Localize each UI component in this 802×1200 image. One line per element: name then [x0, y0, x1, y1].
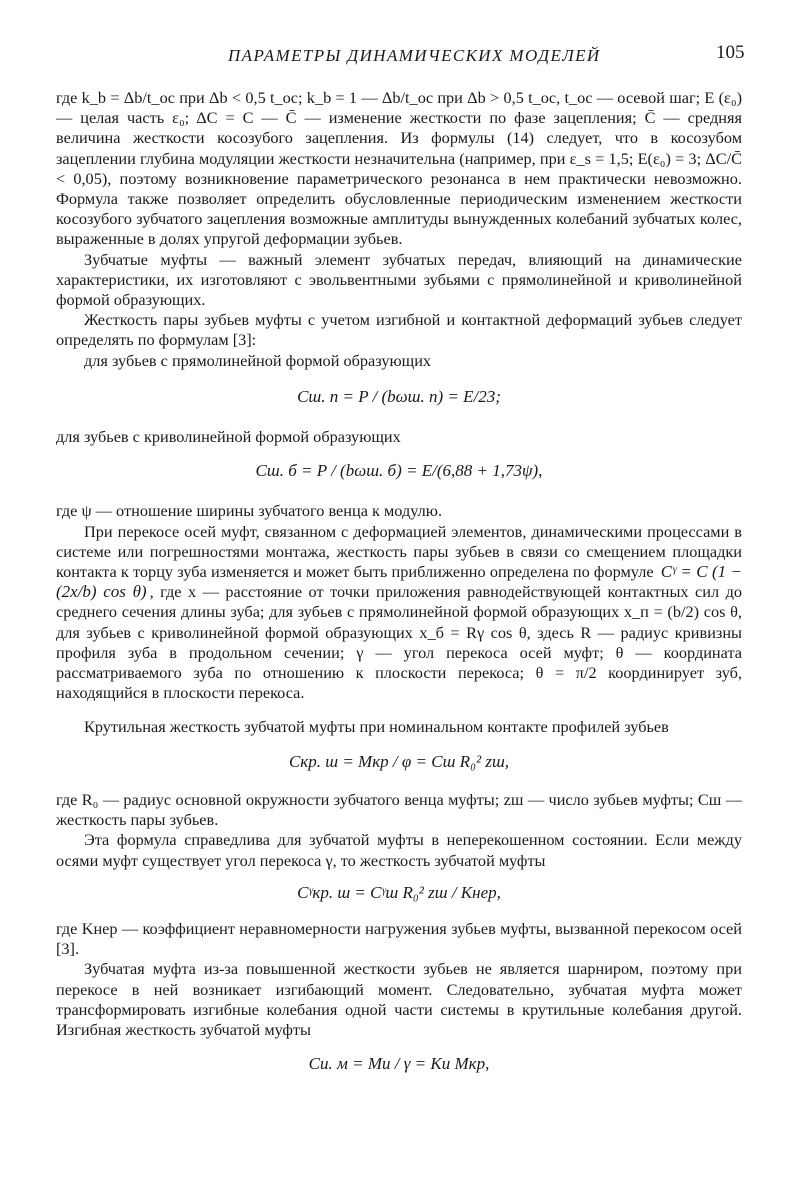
page-number: 105: [716, 42, 745, 63]
paragraph-9: где R₀ — радиус основной окружности зубчатого венца муфты; zш — число зубьев муфты; Cш — жесткость пары зубьев.: [56, 789, 742, 830]
paragraph-7-start: При перекосе осей муфт, связанном с деформацией элементов, динамическими процессами в системе или погрешностями монтажа, жесткость пары зубьев в связи со смещением площадки контакта к торцу зуба изменяется и может быть приближенно определена по формуле: [56, 521, 742, 582]
paragraph-11: где Kнер — коэффициент неравномерности нагружения зубьев муфты, вызванной перекосом осей [3].: [56, 918, 742, 959]
formula-torsional-stiffness: Cкр. ш = Mкр / φ = Cш R₀² zш,: [288, 751, 510, 771]
formula-bending-stiffness: Cи. м = Mи / γ = Kи Mкр,: [308, 1054, 490, 1074]
paragraph-4: для зубьев с прямолинейной формой образующих: [84, 350, 432, 370]
formula-skew-stiffness: Cᵞ = C (1 − (2x/b) cos θ): [56, 562, 742, 602]
paragraph-10: Эта формула справедлива для зубчатой муфты в неперекошенном состоянии. Если между осями муфт существует угол перекоса γ, то жесткость зубчатой муфты: [56, 830, 742, 870]
paragraph-7-end: , где x — расстояние от точки приложения равнодействующей контактных сил до среднего сечения длины зуба; для зубьев с прямолинейной формой образующих x_п = (b/2) cos θ, для зубьев с криволинейной формой образующих x_б = Rγ cos θ, здесь R — радиус кривизны профиля зуба в продольном сечении; γ — угол перекоса осей муфт; θ — координата рассматриваемого зуба по отношению к плоскости перекоса; θ = π/2 координирует зуб, находящийся в плоскости перекоса.: [56, 582, 743, 703]
running-title: ПАРАМЕТРЫ ДИНАМИЧЕСКИХ МОДЕЛЕЙ: [228, 46, 601, 65]
page-content: [56, 88, 742, 1074]
paragraph-2: Зубчатые муфты — важный элемент зубчатых передач, влияющий на динамические характеристики, их изготовляют с эвольвентными зубьями с прямолинейной и криволинейной формой образующих.: [56, 249, 742, 310]
paragraph-7: [56, 522, 742, 704]
paragraph-1: где k_b = Δb/t_oc при Δb < 0,5 t_oc; k_b = 1 — Δb/t_oc при Δb > 0,5 t_oc, t_oc — осевой шаг; E (ε₀) — целая часть ε₀; ΔC = C — C̄ — изменение жесткости по фазе зацепления; C̄ — средняя величина жесткости косозубого зацепления. Из формулы (14) следует, что в косозубом зацеплении глубина модуляции жесткости незначительна (например, при ε_s = 1,5; E(ε₀) = 3; ΔC/C̄ < 0,05), поэтому возникновение параметрического резонанса в нем практически невозможно. Формула также позволяет определить обусловленные периодическим изменением жесткости косозубого зубчатого зацепления возможные амплитуды вынужденных колебаний зубчатых колес, выраженные в долях упругой деформации зубьев.: [56, 88, 742, 249]
paragraph-3: Жесткость пары зубьев муфты с учетом изгибной и контактной деформаций зубьев следует определять по формулам [3]:: [56, 310, 742, 350]
paragraph-5: для зубьев с криволинейной формой образующих: [56, 427, 401, 447]
page-header: [0, 40, 802, 70]
paragraph-8: Крутильная жесткость зубчатой муфты при номинальном контакте профилей зубьев: [84, 717, 669, 737]
formula-straight-teeth: Cш. п = P / (bωш. п) = E/23;: [297, 386, 501, 406]
paragraph-12: Зубчатая муфта из-за повышенной жесткости зубьев не является шарниром, поэтому при перекосе в ней возникает изгибающий момент. Следовательно, зубчатая муфта может трансформировать изгибные колебания одной части системы в крутильные колебания другой. Изгибная жесткость зубчатой муфты: [56, 959, 742, 1039]
paragraph-6: где ψ — отношение ширины зубчатого венца к модулю.: [56, 501, 443, 521]
formula-curved-teeth: Cш. б = P / (bωш. б) = E/(6,88 + 1,73ψ),: [255, 461, 543, 481]
formula-skewed-torsional-stiffness: Cᵞкр. ш = Cᵞш R₀² zш / Kнер,: [297, 882, 501, 902]
